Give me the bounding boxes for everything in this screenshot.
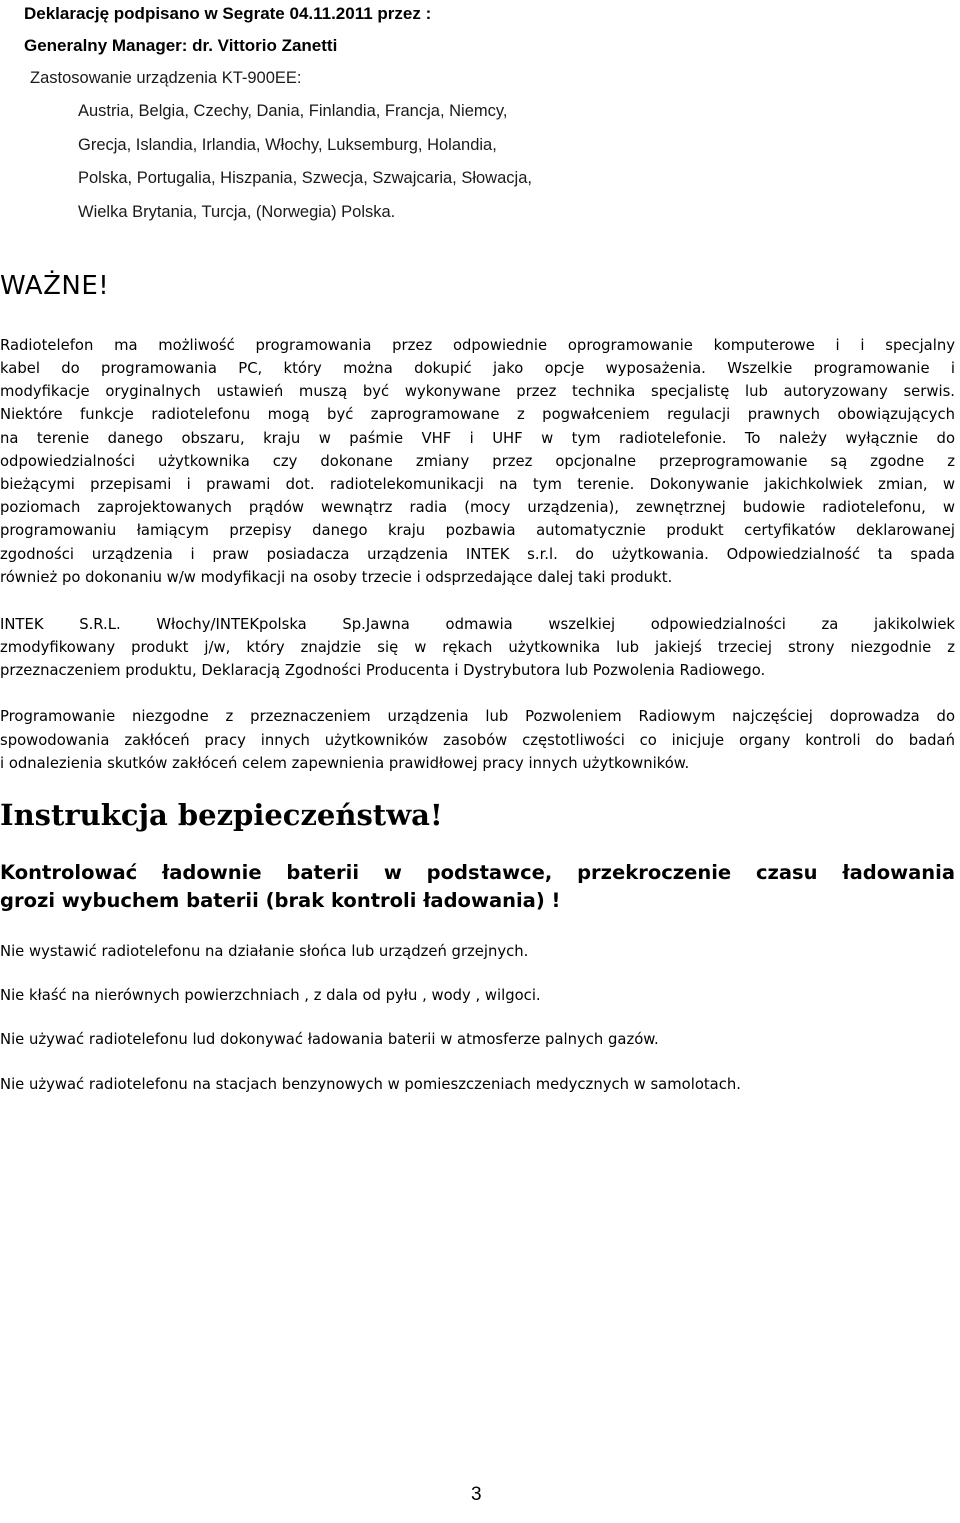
page-number: 3: [471, 1484, 482, 1505]
safety-heading: Instrukcja bezpieczeństwa!: [0, 798, 443, 832]
usage-title: Zastosowanie urządzenia KT-900EE:: [30, 69, 302, 87]
paragraph-line: przeznaczeniem produktu, Deklaracją Zgodności Producenta i Dystrybutora lub Pozwolenia Radiowego.: [0, 662, 766, 679]
warning-line: grozi wybuchem baterii (brak kontroli ładowania) !: [0, 889, 561, 912]
paragraph-line: spowodowania zakłóceń pracy innych użytkowników zasobów częstotliwości co inicjuje organy kontroli do badań: [0, 732, 955, 749]
declaration-signed-line: Deklarację podpisano w Segrate 04.11.2011 przez :: [24, 4, 432, 23]
safety-item: Nie wystawić radiotelefonu na działanie słońca lub urządzeń grzejnych.: [0, 943, 529, 960]
paragraph-line: zmodyfikowany produkt j/w, który znajdzie się w rękach użytkownika lub jakiejś trzeciej strony niezgodnie z: [0, 639, 955, 656]
paragraph-line: programowaniu łamiącym przepisy danego kraju pozbawia automatycznie produkt certyfikatów deklarowanej: [0, 522, 955, 539]
paragraph-line: bieżącymi przepisami i prawami dot. radiotelekomunikacji na tym terenie. Dokonywanie jakichkolwiek zmian, w: [0, 476, 955, 493]
paragraph-line: odpowiedzialności użytkownika czy dokonane zmiany przez opcjonalne przeprogramowanie są zgodne z: [0, 453, 955, 470]
paragraph-line: zgodności urządzenia i praw posiadacza urządzenia INTEK s.r.l. do użytkowania. Odpowiedzialność ta spada: [0, 546, 955, 563]
countries-line: Austria, Belgia, Czechy, Dania, Finlandia, Francja, Niemcy,: [78, 102, 508, 120]
declaration-manager-line: Generalny Manager: dr. Vittorio Zanetti: [24, 36, 338, 55]
safety-item: Nie używać radiotelefonu na stacjach benzynowych w pomieszczeniach medycznych w samolotach.: [0, 1076, 741, 1093]
safety-item: Nie kłaść na nierównych powierzchniach , z dala od pyłu , wody , wilgoci.: [0, 987, 541, 1004]
countries-line: Grecja, Islandia, Irlandia, Włochy, Luksemburg, Holandia,: [78, 136, 497, 154]
paragraph-line: INTEK S.R.L. Włochy/INTEKpolska Sp.Jawna odmawia wszelkiej odpowiedzialności za jakikolwiek: [0, 616, 955, 633]
important-heading: WAŻNE!: [0, 271, 110, 301]
countries-line: Polska, Portugalia, Hiszpania, Szwecja, Szwajcaria, Słowacja,: [78, 169, 532, 187]
paragraph-line: modyfikacje oryginalnych ustawień muszą być wykonywane przez technika specjalistę lub autoryzowany serwis.: [0, 383, 955, 400]
paragraph-line: kabel do programowania PC, który można dokupić jako opcje wyposażenia. Wszelkie programowanie i: [0, 360, 955, 377]
paragraph-line: poziomach zaprojektowanych prądów wewnątrz radia (mocy urządzenia), zewnętrznej budowie radiotelefonu, w: [0, 499, 955, 516]
safety-item: Nie używać radiotelefonu lud dokonywać ładowania baterii w atmosferze palnych gazów.: [0, 1031, 659, 1048]
paragraph-line: i odnalezienia skutków zakłóceń celem zapewnienia prawidłowej pracy innych użytkowników.: [0, 755, 690, 772]
paragraph-line: również po dokonaniu w/w modyfikacji na osoby trzecie i odsprzedające dalej taki produkt.: [0, 569, 673, 586]
paragraph-line: Radiotelefon ma możliwość programowania przez odpowiednie oprogramowanie komputerowe i i specjalny: [0, 337, 955, 354]
paragraph-line: Niektóre funkcje radiotelefonu mogą być zaprogramowane z pogwałceniem regulacji prawnych obowiązujących: [0, 406, 955, 423]
countries-line: Wielka Brytania, Turcja, (Norwegia) Polska.: [78, 203, 396, 221]
paragraph-line: na terenie danego obszaru, kraju w paśmie VHF i UHF w tym radiotelefonie. To należy wyłącznie do: [0, 430, 955, 447]
paragraph-line: Programowanie niezgodne z przeznaczeniem urządzenia lub Pozwoleniem Radiowym najczęściej doprowadza do: [0, 708, 955, 725]
warning-line: Kontrolować ładownie baterii w podstawce, przekroczenie czasu ładowania: [0, 861, 955, 884]
